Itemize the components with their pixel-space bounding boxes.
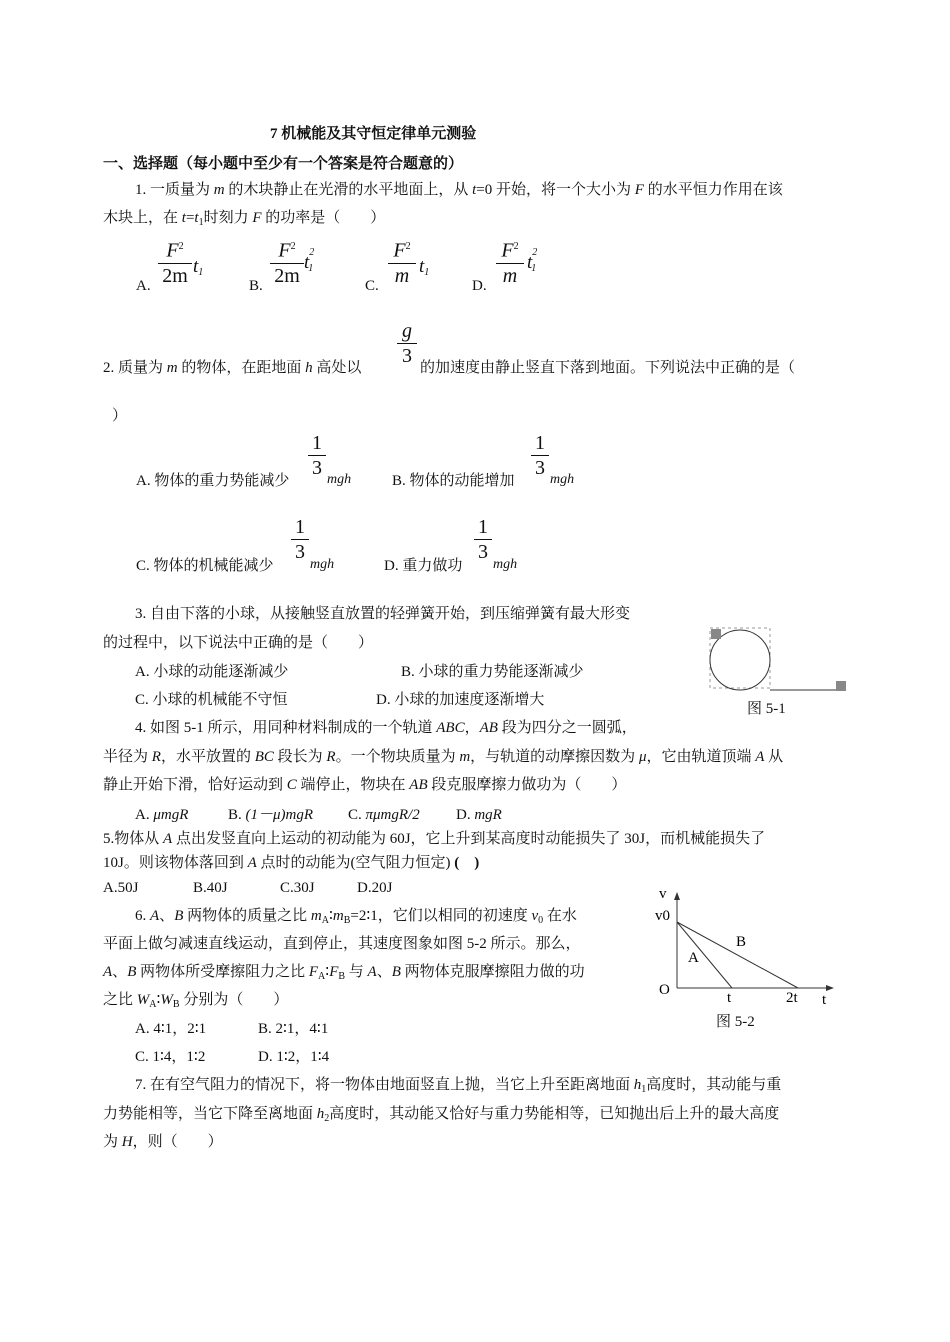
q2-option-d-var: mgh — [493, 557, 518, 572]
label-b: B — [736, 934, 747, 950]
q1-option-b-t: $t^2_1$ — [304, 246, 315, 274]
q7-line3: 为 H，则（ ） — [103, 1134, 223, 1150]
q2-line1b: 的加速度由静止竖直下落到地面。下列说法中正确的是（ — [420, 360, 796, 376]
q2-option-b-fraction: 1 3 — [531, 432, 549, 479]
q6-option-a[interactable]: A. 4∶1，2∶1 — [135, 1021, 207, 1037]
q5-line2: 10J。则该物体落回到 A 点时的动能为(空气阻力恒定) ( ) — [103, 855, 480, 871]
q7-line2: 力势能相等，当它下降至离地面 $h_2$高度时，其动能又恰好与重力势能相等，已知抛出后上升的最大高度 — [103, 1106, 780, 1124]
figure-5-1-track-diagram — [700, 622, 860, 698]
q3-option-b[interactable]: B. 小球的重力势能逐渐减少 — [401, 664, 584, 680]
label-a: A — [688, 950, 699, 966]
t-axis-arrow — [826, 985, 834, 991]
v-axis-arrow — [674, 892, 680, 900]
q1-option-d-t: $t^2_1$ — [527, 246, 538, 274]
q2-accel-fraction: g 3 — [397, 320, 417, 367]
q1-option-a-label[interactable]: A. — [136, 278, 151, 294]
origin-label: O — [659, 982, 670, 998]
block-at-c — [836, 681, 846, 691]
q4-option-c[interactable]: C. πμmgR/2 — [348, 807, 420, 823]
q4-line3: 静止开始下滑，恰好运动到 C 端停止，物块在 AB 段克服摩擦力做功为（ ） — [103, 777, 627, 793]
t-tick-label: t — [727, 990, 732, 1006]
block-at-a — [711, 629, 721, 639]
line-a — [677, 922, 732, 988]
q1-option-d-fraction: $F^2$ m — [496, 236, 524, 287]
q6-option-b[interactable]: B. 2∶1，4∶1 — [258, 1021, 329, 1037]
q6-option-d[interactable]: D. 1∶2，1∶4 — [258, 1049, 330, 1065]
q5-option-b[interactable]: B.40J — [193, 880, 228, 896]
q5-option-c[interactable]: C.30J — [280, 880, 315, 896]
figure-5-2-caption: 图 5-2 — [716, 1014, 755, 1030]
q7-line1: 7. 在有空气阻力的情况下，将一物体由地面竖直上抛，当它上升至距离地面 $h_1$高度时，其动能与重 — [135, 1077, 782, 1095]
q2-line1a: 2. 质量为 m 的物体，在距地面 h 高处以 — [103, 360, 362, 376]
q1-option-d-label[interactable]: D. — [472, 278, 487, 294]
figure-5-1-caption: 图 5-1 — [747, 701, 786, 717]
q2-option-a-fraction: 1 3 — [308, 432, 326, 479]
q1-line1: 1. 一质量为 m 的木块静止在光滑的水平地面上，从 t=0 开始，将一个大小为 F 的水平恒力作用在该 — [135, 182, 783, 198]
q2-option-c-fraction: 1 3 — [291, 516, 309, 563]
q1-option-c-fraction: $F^2$ m — [388, 236, 416, 287]
q3-option-d[interactable]: D. 小球的加速度逐渐增大 — [376, 692, 545, 708]
v-axis-label: v — [659, 886, 667, 902]
q2-paren-close: ） — [112, 408, 128, 424]
q5-line1: 5.物体从 A 点出发竖直向上运动的初动能为 60J，它上升到某高度时动能损失了 30J，而机械能损失了 — [103, 831, 766, 847]
q6-line2: 平面上做匀减速直线运动，直到停止，其速度图象如图 5-2 所示。那么， — [103, 936, 581, 952]
2t-tick-label: 2t — [786, 990, 798, 1006]
q4-line2: 半径为 R，水平放置的 BC 段长为 R。一个物块质量为 m，与轨道的动摩擦因数为 μ，它由轨道顶端 A 从 — [103, 749, 784, 765]
q4-line1: 4. 如图 5-1 所示，用同种材料制成的一个轨道 ABC，AB 段为四分之一圆弧， — [135, 720, 637, 736]
t-axis-label: t — [822, 992, 827, 1008]
q2-option-a-var: mgh — [327, 472, 352, 487]
q1-option-c-t: $t_1$ — [419, 256, 430, 278]
q2-option-a[interactable]: A. 物体的重力势能减少 — [136, 473, 290, 489]
q3-line2: 的过程中，以下说法中正确的是（ ） — [103, 635, 374, 651]
q2-option-c[interactable]: C. 物体的机械能减少 — [136, 558, 274, 574]
q2-option-c-var: mgh — [310, 557, 335, 572]
q6-line1: 6. A、B 两物体的质量之比 $m_A∶m_B=2∶1$，它们以相同的初速度 $v_0$ 在水 — [135, 908, 577, 926]
q2-option-b-var: mgh — [550, 472, 575, 487]
q6-line4: 之比 $W_A∶W_B$ 分别为（ ） — [103, 992, 289, 1010]
page-title: 7 机械能及其守恒定律单元测验 — [270, 126, 477, 142]
section-heading: 一、选择题（每小题中至少有一个答案是符合题意的） — [103, 156, 464, 172]
q2-option-b[interactable]: B. 物体的动能增加 — [392, 473, 515, 489]
q5-option-a[interactable]: A.50J — [103, 880, 139, 896]
q4-option-b[interactable]: B. (1－μ)mgR — [228, 807, 314, 823]
q6-line3: A、B 两物体所受摩擦阻力之比 $F_A∶F_B$ 与 A、B 两物体克服摩擦阻力做的功 — [103, 964, 585, 982]
q4-option-a[interactable]: A. μmgR — [135, 807, 189, 823]
q1-option-b-fraction: $F^2$ 2m — [270, 236, 304, 287]
q2-option-d-fraction: 1 3 — [474, 516, 492, 563]
q4-option-d[interactable]: D. mgR — [456, 807, 502, 823]
q1-option-c-label[interactable]: C. — [365, 278, 379, 294]
q3-line1: 3. 自由下落的小球，从接触竖直放置的轻弹簧开始，到压缩弹簧有最大形变 — [135, 606, 631, 622]
v0-label: v0 — [655, 908, 670, 924]
q1-line2: 木块上，在 $t=t_1$时刻力 F 的功率是（ ） — [103, 210, 386, 228]
q1-option-b-label[interactable]: B. — [249, 278, 263, 294]
q5-option-d[interactable]: D.20J — [357, 880, 393, 896]
q2-option-d[interactable]: D. 重力做功 — [384, 558, 463, 574]
q3-option-c[interactable]: C. 小球的机械能不守恒 — [135, 692, 288, 708]
q6-option-c[interactable]: C. 1∶4，1∶2 — [135, 1049, 206, 1065]
q1-option-a-t: $t_1$ — [193, 256, 204, 278]
q3-option-a[interactable]: A. 小球的动能逐渐减少 — [135, 664, 289, 680]
q1-option-a-fraction: $F^2$ 2m — [158, 236, 192, 287]
